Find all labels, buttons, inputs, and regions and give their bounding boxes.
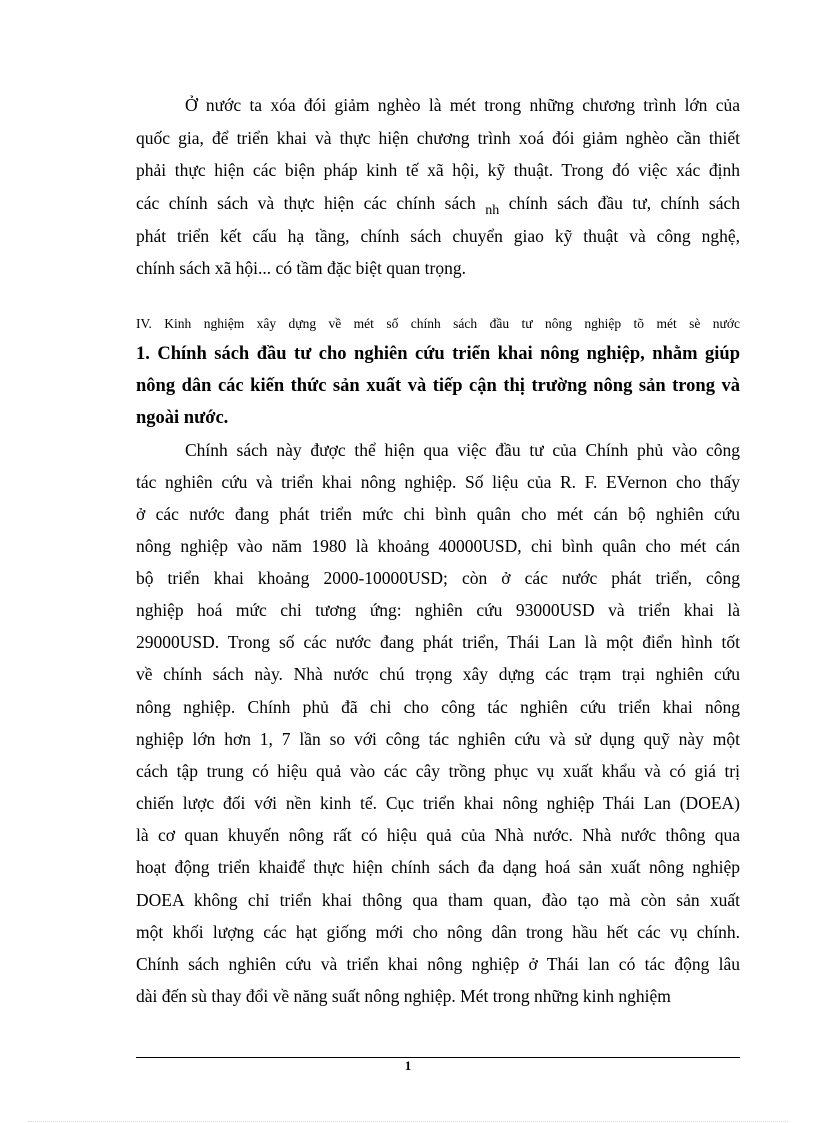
intro-line-4-subscript: nh xyxy=(485,203,500,218)
body-line-7: 29000USD. Trong số các nước đang phát triển, Thái Lan là một điển hình tốt xyxy=(136,632,740,652)
intro-line-2: quốc gia, để triển khai và thực hiện chương trình xoá đói giảm nghèo cần thiết xyxy=(136,128,740,148)
body-line-3: ở các nước đang phát triển mức chi bình quân cho mét cán bộ nghiên cứu xyxy=(136,504,740,524)
body-line-18: dài đến sù thay đổi về năng suất nông nghiệp. Mét trong những kinh nghiệm xyxy=(136,986,671,1006)
intro-line-4-part-b: chính sách đầu tư, chính sách xyxy=(508,193,740,213)
body-line-6: nghiệp hoá mức chi tương ứng: nghiên cứu 93000USD và triển khai là xyxy=(136,600,740,620)
body-line-1: Chính sách này được thể hiện qua việc đầu tư của Chính phủ vào công xyxy=(185,440,740,460)
page-number: 1 xyxy=(404,1058,412,1073)
body-line-9: nông nghiệp. Chính phủ đã chi cho công tác nghiên cứu triển khai nông xyxy=(136,697,740,717)
body-line-15: DOEA không chỉ triển khai thông qua tham quan, đào tạo mà còn sản xuất xyxy=(136,890,740,910)
intro-line-1: Ở nước ta xóa đói giảm nghèo là mét trong những chương trình lớn của xyxy=(185,95,740,115)
subheading-line-2: nông dân các kiến thức sản xuất và tiếp cận thị trường nông sản trong và xyxy=(136,376,740,396)
body-line-10: nghiệp lớn hơn 1, 7 lần so với công tác nghiên cứu và sử dụng quỹ này một xyxy=(136,729,740,749)
body-line-12: chiến lược đối với nền kinh tế. Cục triển khai nông nghiệp Thái Lan (DOEA) xyxy=(136,793,740,813)
body-line-5: bộ triển khai khoảng 2000-10000USD; còn ở các nước phát triển, công xyxy=(136,568,740,588)
intro-line-3: phải thực hiện các biện pháp kinh tế xã hội, kỹ thuật. Trong đó việc xác định xyxy=(136,160,740,180)
subheading-line-3: ngoài nước. xyxy=(136,408,229,428)
body-line-2: tác nghiên cứu và triển khai nông nghiệp. Số liệu của R. F. EVernon cho thấy xyxy=(136,472,740,492)
section-heading: IV. Kinh nghiệm xây dựng về mét số chính sách đầu tư nông nghiệp tõ mét sè nước xyxy=(136,316,740,331)
intro-line-4-part-a: các chính sách và thực hiện các chính sách xyxy=(136,193,476,213)
intro-line-4 xyxy=(136,191,740,218)
body-line-11: cách tập trung có hiệu quả vào các cây trồng phục vụ xuất khẩu và có giá trị xyxy=(136,761,740,781)
body-line-14: hoạt động triển khaiđể thực hiện chính sách đa dạng hoá sản xuất nông nghiệp xyxy=(136,857,740,877)
body-line-16: một khối lượng các hạt giống mới cho nông dân trong hầu hết các vụ chính. xyxy=(136,922,740,942)
body-line-4: nông nghiệp vào năm 1980 là khoảng 40000USD, chi bình quân cho mét cán xyxy=(136,536,740,556)
subheading-line-1: 1. Chính sách đầu tư cho nghiên cứu triển khai nông nghiệp, nhằm giúp xyxy=(136,344,740,364)
page-bottom-edge xyxy=(28,1121,788,1122)
body-line-17: Chính sách nghiên cứu và triển khai nông nghiệp ở Thái lan có tác động lâu xyxy=(136,954,740,974)
intro-line-6: chính sách xã hội... có tầm đặc biệt quan trọng. xyxy=(136,258,466,278)
intro-line-5: phát triển kết cấu hạ tầng, chính sách chuyển giao kỹ thuật và công nghệ, xyxy=(136,226,740,246)
body-line-8: về chính sách này. Nhà nước chú trọng xây dựng các trạm trại nghiên cứu xyxy=(136,664,740,684)
body-line-13: là cơ quan khuyến nông rất có hiệu quả của Nhà nước. Nhà nước thông qua xyxy=(136,825,740,845)
